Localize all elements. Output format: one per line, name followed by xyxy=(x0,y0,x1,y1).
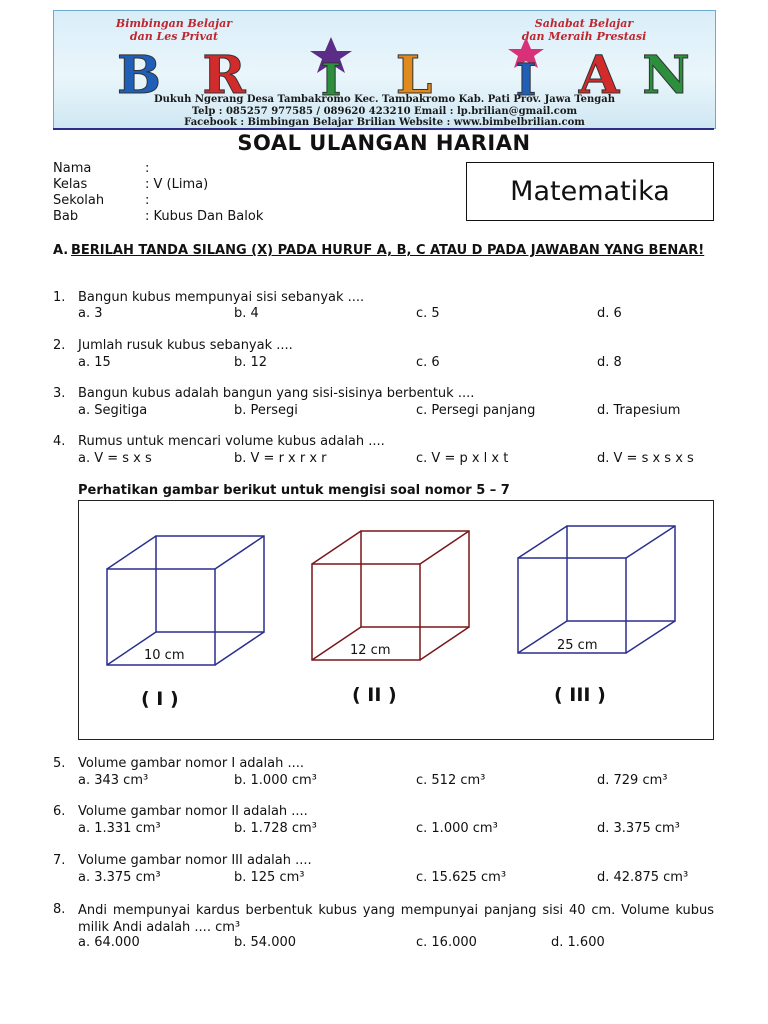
option-b[interactable]: b. 1.000 cm³ xyxy=(234,773,317,788)
brand-letter: I xyxy=(320,55,342,97)
header-divider xyxy=(53,128,714,130)
option-c[interactable]: c. 512 cm³ xyxy=(416,773,486,788)
question-number: 1. xyxy=(53,290,66,305)
option-a[interactable]: a. 343 cm³ xyxy=(78,773,149,788)
question-number: 3. xyxy=(53,386,66,401)
section-a-label: A. xyxy=(53,243,69,258)
info-value: : xyxy=(145,193,150,208)
info-key: Kelas xyxy=(53,177,88,192)
option-a[interactable]: a. 1.331 cm³ xyxy=(78,821,161,836)
tagline-left-line-1: Bimbingan Belajar xyxy=(115,17,233,30)
question-number: 4. xyxy=(53,434,66,449)
brilian-logo xyxy=(94,37,694,97)
option-a[interactable]: a. 15 xyxy=(78,355,111,370)
question-number: 2. xyxy=(53,338,66,353)
cube-iii-label: ( III ) xyxy=(554,684,606,706)
question-stem: Volume gambar nomor I adalah .... xyxy=(78,756,304,771)
option-b[interactable]: b. 125 cm³ xyxy=(234,870,305,885)
option-c[interactable]: c. V = p x l x t xyxy=(416,451,509,466)
cube-iii xyxy=(518,526,675,653)
banner-phone: Telp : 085257 977585 / 089620 423210 Email : lp.brilian@gmail.com xyxy=(191,106,578,117)
info-value: : V (Lima) xyxy=(145,177,209,192)
cube-figure-box xyxy=(78,500,714,740)
option-d[interactable]: d. V = s x s x s xyxy=(597,451,694,466)
info-row-sekolah xyxy=(53,193,149,208)
brand-letter: L xyxy=(395,45,433,97)
question-stem: Volume gambar nomor III adalah .... xyxy=(78,853,312,868)
question-stem: Volume gambar nomor II adalah .... xyxy=(78,804,308,819)
option-c[interactable]: c. 5 xyxy=(416,306,440,321)
banner-social: Facebook : Bimbingan Belajar Brilian Website : www.bimbelbrilian.com xyxy=(184,117,585,128)
cube-iii-size: 25 cm xyxy=(557,638,598,653)
question-number: 5. xyxy=(53,756,66,771)
option-b[interactable]: b. 1.728 cm³ xyxy=(234,821,317,836)
option-c[interactable]: c. 6 xyxy=(416,355,440,370)
question-number: 8. xyxy=(53,902,66,917)
info-row-nama xyxy=(53,161,149,176)
option-b[interactable]: b. 12 xyxy=(234,355,268,370)
header-banner xyxy=(53,10,716,129)
page-title: SOAL ULANGAN HARIAN xyxy=(237,131,531,155)
option-b[interactable]: b. 4 xyxy=(234,306,259,321)
question-stem: Jumlah rusuk kubus sebanyak .... xyxy=(78,338,293,353)
option-d[interactable]: d. 42.875 cm³ xyxy=(597,870,689,885)
brand-letter: N xyxy=(642,45,690,97)
banner-address: Dukuh Ngerang Desa Tambakromo Kec. Tambakromo Kab. Pati Prov. Jawa Tengah xyxy=(153,94,616,105)
question-8-stem: Andi mempunyai kardus berbentuk kubus yang mempunyai panjang sisi 40 cm. Volume kubus milik Andi adalah .... cm³ xyxy=(78,903,714,935)
info-key: Nama xyxy=(53,161,92,176)
option-c[interactable]: c. 15.625 cm³ xyxy=(416,870,507,885)
subject-box: Matematika xyxy=(466,162,714,221)
cube-ii-label: ( II ) xyxy=(352,684,397,706)
option-d[interactable]: d. 3.375 cm³ xyxy=(597,821,680,836)
cube-ii xyxy=(312,531,469,660)
brand-letter: A xyxy=(578,45,620,97)
option-b[interactable]: b. Persegi xyxy=(234,403,298,418)
cube-i-label: ( I ) xyxy=(141,688,179,710)
option-a[interactable]: a. 3.375 cm³ xyxy=(78,870,161,885)
info-row-bab xyxy=(53,209,263,224)
option-c[interactable]: c. 16.000 xyxy=(416,935,477,950)
cube-i xyxy=(107,536,264,665)
option-d[interactable]: d. 729 cm³ xyxy=(597,773,668,788)
info-key: Sekolah xyxy=(53,193,105,208)
option-d[interactable]: d. Trapesium xyxy=(597,403,681,418)
tagline-right-line-1: Sahabat Belajar xyxy=(534,17,634,30)
info-value: : Kubus Dan Balok xyxy=(145,209,264,224)
cube-ii-size: 12 cm xyxy=(350,643,391,658)
option-d[interactable]: d. 8 xyxy=(597,355,622,370)
cube-i-size: 10 cm xyxy=(144,648,185,663)
option-a[interactable]: a. 3 xyxy=(78,306,103,321)
brand-letter: R xyxy=(202,45,246,97)
question-stem: Rumus untuk mencari volume kubus adalah .... xyxy=(78,434,385,449)
option-a[interactable]: a. V = s x s xyxy=(78,451,152,466)
option-b[interactable]: b. 54.000 xyxy=(234,935,297,950)
option-d[interactable]: d. 1.600 xyxy=(551,935,605,950)
question-stem: Bangun kubus mempunyai sisi sebanyak .... xyxy=(78,290,365,305)
option-d[interactable]: d. 6 xyxy=(597,306,622,321)
brand-letter: I xyxy=(515,55,537,97)
option-c[interactable]: c. 1.000 cm³ xyxy=(416,821,498,836)
figure-note: Perhatikan gambar berikut untuk mengisi soal nomor 5 – 7 xyxy=(78,483,510,498)
info-key: Bab xyxy=(53,209,79,224)
tagline-left-line-2: dan Les Privat xyxy=(129,30,219,43)
option-c[interactable]: c. Persegi panjang xyxy=(416,403,536,418)
option-b[interactable]: b. V = r x r x r xyxy=(234,451,327,466)
question-number: 7. xyxy=(53,853,66,868)
section-a-text: BERILAH TANDA SILANG (X) PADA HURUF A, B, C ATAU D PADA JAWABAN YANG BENAR! xyxy=(71,243,705,258)
info-value: : xyxy=(145,161,150,176)
brand-letter: B xyxy=(117,45,161,97)
option-a[interactable]: a. 64.000 xyxy=(78,935,140,950)
question-stem: Bangun kubus adalah bangun yang sisi-sisinya berbentuk .... xyxy=(78,386,475,401)
question-number: 6. xyxy=(53,804,66,819)
option-a[interactable]: a. Segitiga xyxy=(78,403,148,418)
info-row-kelas xyxy=(53,177,208,192)
tagline-right-line-2: dan Meraih Prestasi xyxy=(521,30,647,43)
